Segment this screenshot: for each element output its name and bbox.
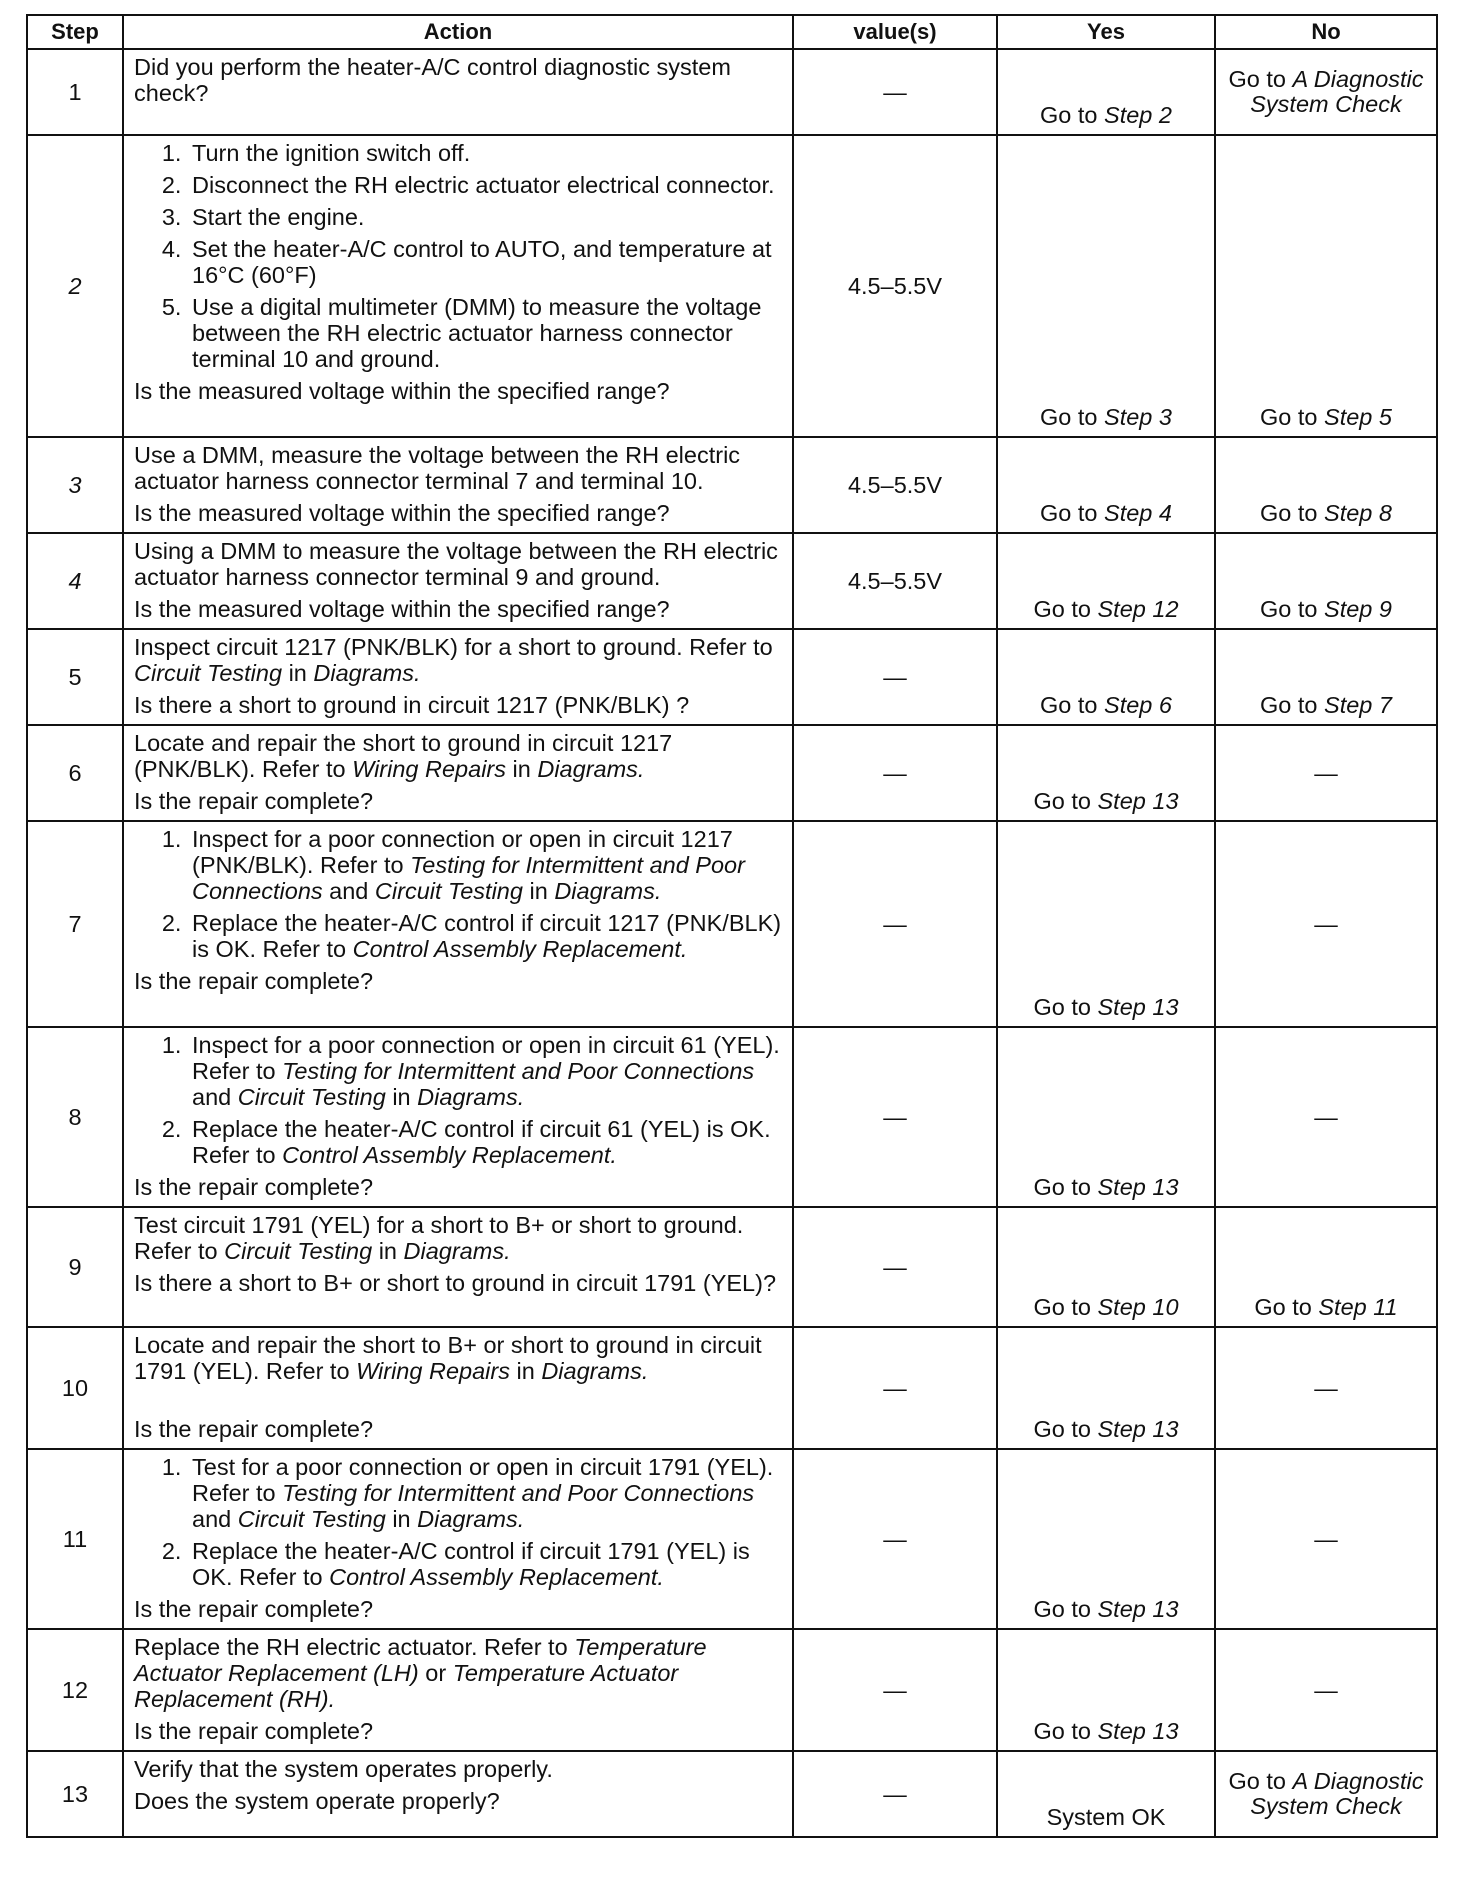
step-number: 4 (27, 533, 123, 629)
yes-cell: Go to Step 13 (997, 1629, 1215, 1751)
step-number: 13 (27, 1751, 123, 1837)
action-text: Use a DMM, measure the voltage between the RH electric actuator harness connector terminal 7 and terminal 10. (134, 442, 741, 494)
value-cell: 4.5–5.5V (793, 437, 997, 533)
action-steps-list (134, 140, 784, 372)
action-question: Does the system operate properly? (134, 1788, 500, 1814)
value-cell: — (793, 1207, 997, 1327)
action-text: Replace the RH electric actuator. Refer to Temperature Actuator Replacement (LH) or Temperature Actuator Replacement (RH). (134, 1634, 707, 1712)
no-cell: — (1215, 1629, 1437, 1751)
action-text: Using a DMM to measure the voltage between the RH electric actuator harness connector terminal 9 and ground. (134, 538, 778, 590)
list-item: 1. Test for a poor connection or open in circuit 1791 (YEL). Refer to Testing for Intermittent and Poor Connections and Circuit Testing in Diagrams. (188, 1454, 784, 1532)
action-question: Is the measured voltage within the specified range? (134, 596, 670, 622)
action-question: Is the repair complete? (134, 1596, 374, 1622)
table-row (27, 533, 1437, 629)
value-cell: — (793, 725, 997, 821)
yes-cell: Go to Step 12 (997, 533, 1215, 629)
action-cell (123, 1327, 793, 1449)
yes-cell: System OK (997, 1751, 1215, 1837)
action-text: Inspect circuit 1217 (PNK/BLK) for a short to ground. Refer to Circuit Testing in Diagrams. (134, 634, 773, 686)
no-cell: Go to Step 9 (1215, 533, 1437, 629)
step-number: 7 (27, 821, 123, 1027)
value-cell: — (793, 821, 997, 1027)
action-question: Is the repair complete? (134, 1718, 374, 1744)
header-step: Step (27, 15, 123, 49)
step-number: 2 (27, 135, 123, 437)
action-cell (123, 821, 793, 1027)
yes-cell: Go to Step 2 (997, 49, 1215, 135)
value-cell: — (793, 1751, 997, 1837)
action-text: Did you perform the heater-A/C control diagnostic system check? (134, 54, 731, 106)
step-number: 6 (27, 725, 123, 821)
action-cell (123, 437, 793, 533)
value-cell: 4.5–5.5V (793, 135, 997, 437)
table-row (27, 1207, 1437, 1327)
step-number: 10 (27, 1327, 123, 1449)
action-cell (123, 1751, 793, 1837)
no-cell: Go to Step 7 (1215, 629, 1437, 725)
yes-cell: Go to Step 13 (997, 1027, 1215, 1207)
action-text: Test circuit 1791 (YEL) for a short to B+ or short to ground. Refer to Circuit Testing in Diagrams. (134, 1212, 744, 1264)
value-cell: — (793, 1449, 997, 1629)
step-number: 3 (27, 437, 123, 533)
list-item: 1. Inspect for a poor connection or open in circuit 1217 (PNK/BLK). Refer to Testing for Intermittent and Poor Connections and Circuit Testing in Diagrams. (188, 826, 784, 904)
action-cell (123, 533, 793, 629)
step-number: 11 (27, 1449, 123, 1629)
list-item: 1. Turn the ignition switch off. (188, 140, 784, 166)
step-number: 8 (27, 1027, 123, 1207)
header-yes: Yes (997, 15, 1215, 49)
value-cell: — (793, 629, 997, 725)
list-item: 2. Replace the heater-A/C control if circuit 1217 (PNK/BLK) is OK. Refer to Control Assembly Replacement. (188, 910, 784, 962)
value-cell: — (793, 1027, 997, 1207)
action-question: Is the repair complete? (134, 1416, 374, 1442)
table-row (27, 1629, 1437, 1751)
value-cell: — (793, 1629, 997, 1751)
list-item: 4. Set the heater-A/C control to AUTO, and temperature at 16°C (60°F) (188, 236, 784, 288)
action-text: Verify that the system operates properly. (134, 1756, 553, 1782)
yes-cell: Go to Step 13 (997, 1449, 1215, 1629)
action-steps-list (134, 1454, 784, 1590)
table-row (27, 437, 1437, 533)
no-cell: — (1215, 821, 1437, 1027)
action-cell (123, 49, 793, 135)
list-item: 3. Start the engine. (188, 204, 784, 230)
table-row (27, 1027, 1437, 1207)
value-cell: 4.5–5.5V (793, 533, 997, 629)
action-question: Is there a short to B+ or short to ground in circuit 1791 (YEL)? (134, 1270, 777, 1296)
yes-cell: Go to Step 4 (997, 437, 1215, 533)
header-row (27, 15, 1437, 49)
action-question: Is there a short to ground in circuit 1217 (PNK/BLK) ? (134, 692, 690, 718)
action-question: Is the repair complete? (134, 968, 374, 994)
step-number: 5 (27, 629, 123, 725)
action-cell (123, 1629, 793, 1751)
no-cell: Go to Step 5 (1215, 135, 1437, 437)
yes-cell: Go to Step 13 (997, 1327, 1215, 1449)
header-action: Action (123, 15, 793, 49)
table-row (27, 725, 1437, 821)
table-row (27, 1327, 1437, 1449)
table-row (27, 1751, 1437, 1837)
no-cell: Go to A Diagnostic System Check (1215, 49, 1437, 135)
action-cell (123, 725, 793, 821)
action-question: Is the measured voltage within the specified range? (134, 500, 670, 526)
yes-cell: Go to Step 3 (997, 135, 1215, 437)
table-row (27, 821, 1437, 1027)
action-steps-list (134, 826, 784, 962)
diagnostic-table (26, 14, 1438, 1838)
action-question: Is the repair complete? (134, 788, 374, 814)
no-cell: — (1215, 1027, 1437, 1207)
step-number: 12 (27, 1629, 123, 1751)
table-row (27, 1449, 1437, 1629)
no-cell: — (1215, 725, 1437, 821)
yes-cell: Go to Step 10 (997, 1207, 1215, 1327)
action-cell (123, 629, 793, 725)
no-cell: — (1215, 1327, 1437, 1449)
no-cell: Go to Step 8 (1215, 437, 1437, 533)
action-cell (123, 1207, 793, 1327)
table-row (27, 629, 1437, 725)
diagnostic-table-page (26, 14, 1438, 1838)
header-no: No (1215, 15, 1437, 49)
step-number: 1 (27, 49, 123, 135)
list-item: 2. Replace the heater-A/C control if circuit 61 (YEL) is OK. Refer to Control Assembly Replacement. (188, 1116, 784, 1168)
action-steps-list (134, 1032, 784, 1168)
list-item: 1. Inspect for a poor connection or open in circuit 61 (YEL). Refer to Testing for Intermittent and Poor Connections and Circuit Testing in Diagrams. (188, 1032, 784, 1110)
yes-cell: Go to Step 13 (997, 725, 1215, 821)
list-item: 2. Replace the heater-A/C control if circuit 1791 (YEL) is OK. Refer to Control Assembly Replacement. (188, 1538, 784, 1590)
value-cell: — (793, 1327, 997, 1449)
action-cell (123, 135, 793, 437)
no-cell: Go to Step 11 (1215, 1207, 1437, 1327)
table-row (27, 49, 1437, 135)
action-cell (123, 1027, 793, 1207)
yes-cell: Go to Step 6 (997, 629, 1215, 725)
yes-cell: Go to Step 13 (997, 821, 1215, 1027)
action-question: Is the repair complete? (134, 1174, 374, 1200)
action-question: Is the measured voltage within the specified range? (134, 378, 670, 404)
header-values: value(s) (793, 15, 997, 49)
action-text: Locate and repair the short to ground in circuit 1217 (PNK/BLK). Refer to Wiring Repairs in Diagrams. (134, 730, 673, 782)
action-cell (123, 1449, 793, 1629)
no-cell: — (1215, 1449, 1437, 1629)
table-row (27, 135, 1437, 437)
list-item: 2. Disconnect the RH electric actuator electrical connector. (188, 172, 784, 198)
action-text: Locate and repair the short to B+ or short to ground in circuit 1791 (YEL). Refer to Wiring Repairs in Diagrams. (134, 1332, 762, 1384)
no-cell: Go to A Diagnostic System Check (1215, 1751, 1437, 1837)
list-item: 5. Use a digital multimeter (DMM) to measure the voltage between the RH electric actuator harness connector terminal 10 and ground. (188, 294, 784, 372)
value-cell: — (793, 49, 997, 135)
step-number: 9 (27, 1207, 123, 1327)
